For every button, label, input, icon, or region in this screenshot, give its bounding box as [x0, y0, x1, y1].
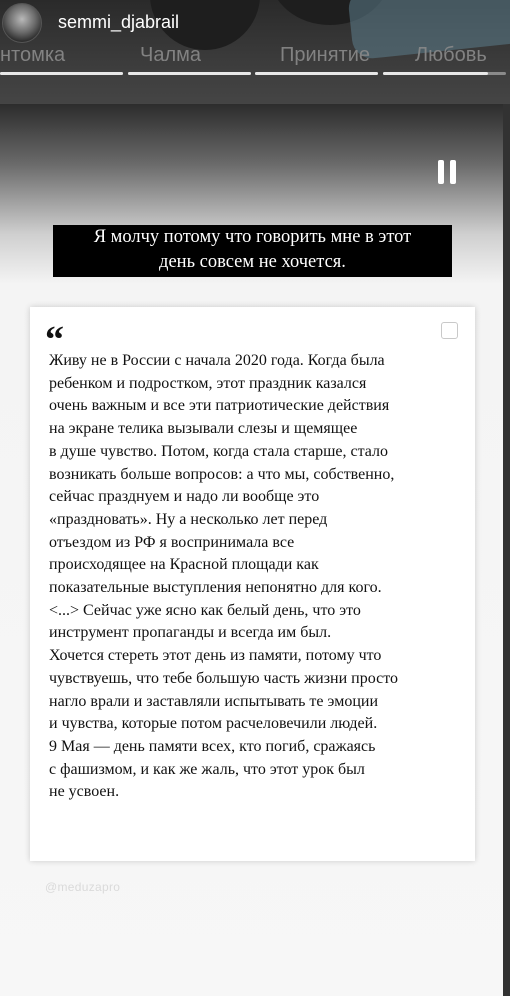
quote-line: отъездом из РФ я воспринимала все: [49, 533, 295, 551]
checkbox-icon: [441, 322, 458, 339]
progress-bar: [128, 72, 251, 75]
story-progress: [0, 72, 510, 76]
highlight-tab[interactable]: Любовь: [415, 44, 487, 66]
story-title: [53, 225, 452, 277]
quote-line: 9 Мая — день памяти всех, кто погиб, сражаясь: [49, 737, 376, 755]
progress-bar: [383, 72, 488, 75]
quote-line: инструмент пропаганды и всегда им был.: [49, 624, 332, 642]
story-highlight-tabs: [0, 44, 510, 74]
quote-line: очень важным и все эти патриотические действия: [49, 397, 390, 415]
quote-line: ребенком и подростком, этот праздник казался: [49, 374, 367, 392]
quote-line: показательные выступления непонятно для кого.: [49, 579, 382, 596]
quote-line: Хочется стереть этот день из памяти, потому что: [49, 647, 382, 665]
highlight-tab[interactable]: Принятие: [280, 44, 370, 66]
quote-line: чувствуешь, что тебе большую часть жизни просто: [49, 669, 398, 687]
highlight-tab[interactable]: Чалма: [140, 44, 201, 66]
username[interactable]: semmi_djabrail: [58, 12, 180, 32]
story-header: [0, 0, 510, 105]
quote-line: нагло врали и заставляли испытывать те эмоции: [49, 692, 379, 710]
progress-bar: [255, 72, 378, 75]
progress-bar: [0, 72, 123, 75]
avatar[interactable]: [2, 3, 42, 43]
pause-icon[interactable]: [438, 160, 458, 184]
quote-line: на экране телика вызывали слезы и щемящее: [49, 420, 358, 438]
quote-line: «праздновать». Ну а несколько лет перед: [49, 510, 328, 528]
story-title-line: Я молчу потому что говорить мне в этот: [93, 227, 412, 247]
quote-line: возникать больше вопросов: а что мы, собственно,: [49, 465, 395, 483]
quote-line: <...> Сейчас уже ясно как белый день, что это: [49, 601, 361, 619]
quote-line: сейчас празднуем и надо ли вообще это: [49, 488, 320, 506]
story-title-line: день совсем не хочется.: [159, 252, 346, 272]
quote-line: не усвоен.: [49, 783, 120, 801]
quote-line: с фашизмом, и как же жаль, что этот урок был: [49, 760, 365, 778]
quote-mark: “: [45, 319, 64, 361]
quote-line: и чувства, которые потом расчеловечили людей.: [49, 715, 378, 733]
quote-line: Живу не в России с начала 2020 года. Когда была: [49, 352, 385, 369]
quote-line: в душе чувство. Потом, когда стала старше, стало: [49, 442, 389, 460]
quote-line: происходящее на Красной площади как: [49, 556, 319, 574]
highlight-tab[interactable]: нтомка: [0, 44, 66, 66]
screen-edge: [503, 104, 510, 996]
watermark: @meduzapro: [45, 880, 121, 894]
